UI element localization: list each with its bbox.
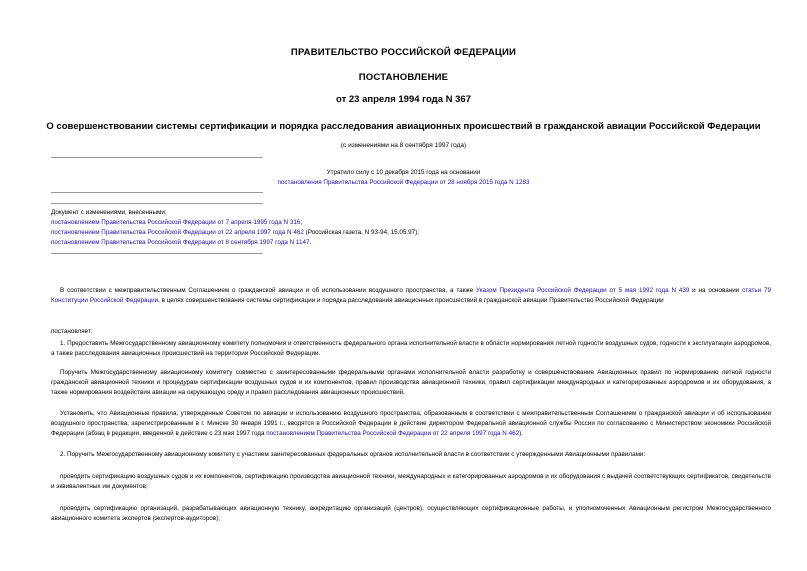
paragraph-3 [51,409,771,439]
paragraph-2: Поручить Межгосударственному авиационному комитету совместно с заинтересованными федеральными органами исполнительной власти разработку и совершенствование Авиационных правил по нормированию летной годности гражданской авиационной техники и процедурам сертификации воздушных судов и их компонентов, правил производства авиационной техники, правил сертификации международных и категорированных аэродромов и их оборудования, а также нормирования воздействия авиации на окружающую среду и правил расследования авиационных происшествий. [51,369,771,396]
amendment-link[interactable]: постановлением Правительства Российской Федерации от 7 апреля 1995 года N 316 [51,219,301,226]
amendment-item [51,228,419,238]
divider [51,192,263,193]
divider [51,253,263,254]
amendment-suffix: . [309,239,312,246]
amendment-note: (с изменениями на 8 сентября 1997 года) [340,142,467,149]
paragraph-4: 2. Поручить Межгосударственному авиационному комитету с участием заинтересованных федеральных органов исполнительной власти в соответствии с утвержденными Авиационными правилами: [60,451,646,458]
document-title: О совершенствовании системы сертификации и порядка расследования авиационных происшествий в гражданской авиации Российской Федерации [46,121,761,132]
resolves-paragraph: постановляет: [51,328,93,335]
amendment-item [51,238,311,248]
amendment-item [51,218,302,228]
constitution-article-link[interactable]: статьи 79 Конституции Российской Федерации [51,287,771,304]
preamble-paragraph [51,286,771,306]
paragraph-text: ). [519,430,523,437]
presidential-decree-link[interactable]: Указом Президента Российской Федерации от 5 мая 1992 года N 439 [475,287,690,294]
repeal-status-text: Утратило силу с 10 декабря 2015 года на основании [326,169,481,176]
paragraph-1: 1. Предоставить Межгосударственному авиационному комитету полномочия и ответственность федерального органа исполнительной власти в области нормирования летной годности воздушных судов, годности к эксплуатации аэродромов, а также расследования авиационных происшествий на территории Российской Федерации. [51,340,771,357]
paragraph-5: проводить сертификацию воздушных судов и их компонентов, сертификацию производства авиационной техники, международных и категорированных аэродромов и их оборудования с выдачей соответствующих сертификатов, свидетельств и эквивалентных им документов; [51,473,771,490]
paragraph-text: , в целях совершенствования системы сертификации и порядка расследования авиационных происшествий в гражданской авиации Правительство Российской Федерации [158,297,664,304]
amendment-link[interactable]: постановлением Правительства Российской Федерации от 8 сентября 1997 года N 1147 [51,239,310,246]
amendment-suffix: ; [300,219,303,226]
repeal-decree-link[interactable]: постановления Правительства Российской Федерации от 28 ноября 2015 года N 1283 [277,179,530,186]
divider [51,157,263,158]
paragraph-text: Установить, что Авиационные правила, утвержденные Советом по авиации и использованию воздушного пространства, образованным в соответствии с межправительственным Соглашением о гражданской авиации и об использовании воздушного пространства, зарегистрированным в г. Минске 30 января 1991 г., вводятся в Российской Федерации в действие директором Федеральной авиационной службы России по согласованию с Министерством экономики Российской Федерации (абзац в редакции, введенной в действие с 23 мая 1997 года [51,410,771,437]
government-heading: ПРАВИТЕЛЬСТВО РОССИЙСКОЙ ФЕДЕРАЦИИ [290,47,517,58]
date-number-heading: от 23 апреля 1994 года N 367 [336,94,471,105]
amendment-1997-link[interactable]: постановлением Правительства Российской Федерации от 22 апреля 1997 года N 462 [266,430,520,437]
paragraph-text: В соответствии с межправительственным Соглашением о гражданской авиации и об использовании воздушного пространства, а также [60,287,476,294]
amendments-intro: Документ с изменениями, внесенными: [51,209,167,216]
divider [51,203,263,204]
repeal-status-link-line [0,178,807,188]
amendment-suffix: (Российская газета, N 93-94, 15.05.97); [303,229,419,236]
document-type-heading: ПОСТАНОВЛЕНИЕ [358,72,449,83]
paragraph-6: проводить сертификацию организаций, разрабатывающих авиационную технику, аккредитацию организаций (центров), осуществляющих сертификационные работы, и уполномоченных Авиационным регистром Межгосударственного авиационного комитета экспертов (экспертов-аудиторов); [51,505,771,522]
paragraph-text: и на основании [689,287,743,294]
amendment-link[interactable]: постановлением Правительства Российской Федерации от 22 апреля 1997 года N 462 [51,229,304,236]
